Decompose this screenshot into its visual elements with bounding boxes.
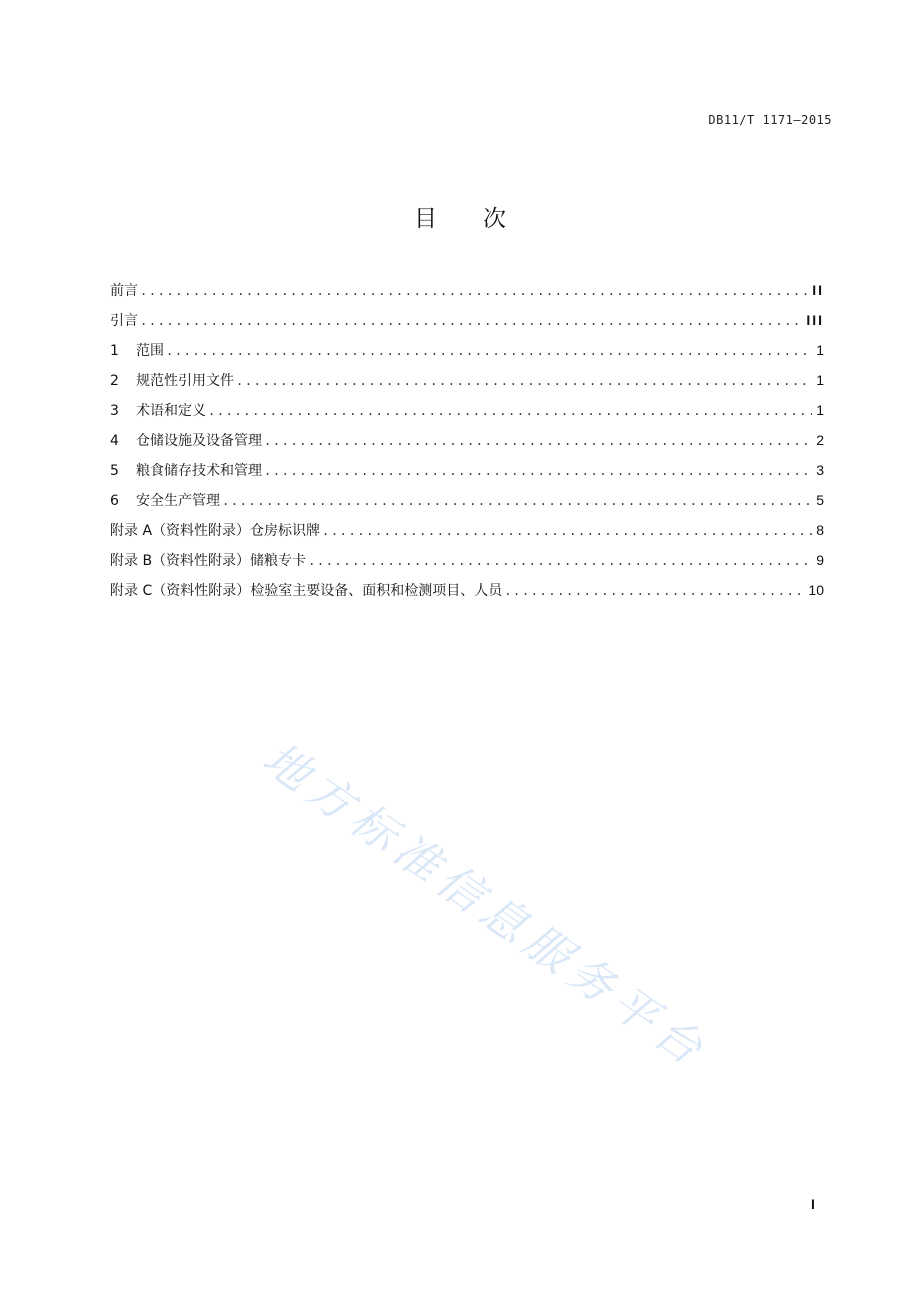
toc-leader-dots [222, 489, 812, 513]
toc-entry-page: 9 [816, 552, 824, 568]
toc-leader-dots [308, 549, 812, 573]
toc-entry-label: 范围 [136, 343, 164, 359]
toc-entry-page: 1 [816, 402, 824, 418]
toc-entry-page: 10 [808, 582, 824, 598]
page-title: 目次 [414, 206, 552, 232]
table-of-contents [110, 278, 824, 608]
toc-entry-page: 1 [816, 342, 824, 358]
toc-entry-appendix-c[interactable] [110, 578, 824, 608]
toc-entry-label: 规范性引用文件 [136, 373, 234, 389]
toc-entry-scope[interactable] [110, 338, 824, 368]
toc-entry-introduction[interactable] [110, 308, 824, 338]
toc-leader-dots [264, 459, 812, 483]
toc-entry-page: 2 [816, 432, 824, 448]
toc-entry-label: 安全生产管理 [136, 493, 220, 509]
toc-entry-label: 前言 [110, 283, 138, 299]
toc-leader-dots [322, 519, 812, 543]
toc-entry-page: II [812, 282, 824, 298]
toc-entry-number: 1 [110, 343, 119, 359]
toc-entry-normative-references[interactable] [110, 368, 824, 398]
toc-entry-safety-management[interactable] [110, 488, 824, 518]
toc-entry-appendix-a[interactable] [110, 518, 824, 548]
toc-entry-label: 附录 A（资料性附录）仓房标识牌 [110, 523, 321, 539]
toc-leader-dots [504, 579, 804, 603]
toc-entry-label: 仓储设施及设备管理 [136, 433, 262, 449]
toc-entry-page: 3 [816, 462, 824, 478]
toc-entry-appendix-b[interactable] [110, 548, 824, 578]
toc-leader-dots [166, 339, 812, 363]
toc-entry-number: 5 [110, 463, 119, 479]
toc-entry-label: 术语和定义 [136, 403, 206, 419]
toc-entry-number: 2 [110, 373, 119, 389]
toc-entry-grain-storage-technology[interactable] [110, 458, 824, 488]
watermark: 地方标准信息服务平台 [253, 731, 718, 1079]
toc-leader-dots [140, 309, 802, 333]
document-code: DB11/T 1171—2015 [708, 113, 832, 127]
toc-entry-label: 附录 C（资料性附录）检验室主要设备、面积和检测项目、人员 [110, 583, 503, 599]
toc-entry-number: 4 [110, 433, 119, 449]
page-number: I [811, 1196, 815, 1212]
toc-entry-page: 1 [816, 372, 824, 388]
toc-leader-dots [208, 399, 812, 423]
toc-entry-page: 5 [816, 492, 824, 508]
toc-entry-label: 附录 B（资料性附录）储粮专卡 [110, 553, 307, 569]
toc-leader-dots [140, 279, 808, 303]
toc-entry-page: 8 [816, 522, 824, 538]
toc-entry-foreword[interactable] [110, 278, 824, 308]
toc-leader-dots [264, 429, 812, 453]
toc-leader-dots [236, 369, 812, 393]
toc-entry-page: III [806, 312, 824, 328]
toc-entry-label: 粮食储存技术和管理 [136, 463, 262, 479]
toc-entry-number: 6 [110, 493, 119, 509]
toc-entry-terms-definitions[interactable] [110, 398, 824, 428]
toc-entry-label: 引言 [110, 313, 138, 329]
toc-entry-number: 3 [110, 403, 119, 419]
toc-entry-storage-facilities[interactable] [110, 428, 824, 458]
